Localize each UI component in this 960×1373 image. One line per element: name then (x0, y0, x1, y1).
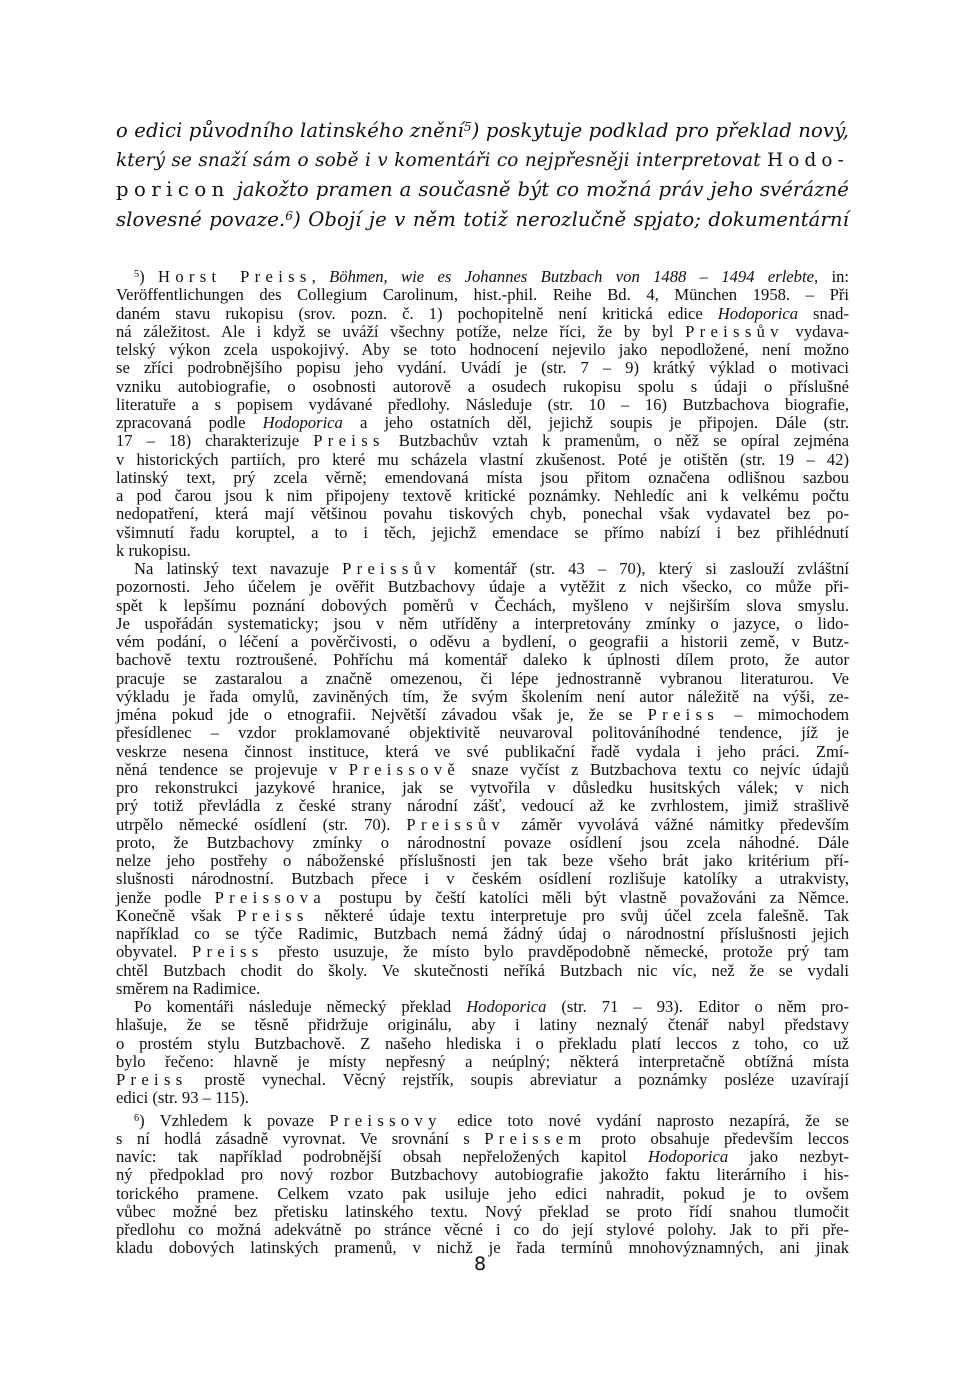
footnote-line (116, 670, 849, 688)
footnote-line (116, 560, 849, 578)
footnote-line (116, 852, 849, 870)
text-run: slušnosti národnostní. Butzbach přece i v českém osídlení rozlišuje katolíky a utrakvisty, (116, 869, 849, 889)
footnote-line (116, 1185, 849, 1203)
footnote-line (116, 542, 849, 560)
spaced-emphasis-text: Preissově (348, 759, 461, 779)
footnote-line (116, 797, 849, 815)
text-run: jako nezbyt- (728, 1147, 849, 1166)
footnote-line (116, 706, 849, 724)
footnote-line (116, 816, 849, 834)
text-run: bachově textu roztroušené. Pohříchu má komentář daleko k úplnosti dílem proto, že autor (116, 650, 849, 670)
footnote-line (116, 761, 849, 779)
footnote-line (116, 469, 849, 487)
footnote-line (116, 396, 849, 414)
text-run: latinský text, prý zcela věrně; emendovaná místa jsou přitom označena odlišnou sazbou (116, 467, 849, 487)
text-run: slovesné povaze. (116, 207, 286, 231)
text-run: a jeho ostatních děl, jejichž soupis je připojen. Dále (str. (342, 413, 849, 432)
footnote-line (116, 414, 849, 432)
text-run: ný předpoklad pro nový rozbor Butzbachovy autobiografie jakožto faktu literárního i his- (116, 1165, 849, 1185)
footnote-line (116, 907, 849, 925)
text-run: prý totiž převládla z české strany národní zášť, vedoucí až ke zvrhlostem, jimiž strašlivě (116, 796, 849, 816)
text-run: spět k lepšímu poznání dobových poměrů v Čechách, myšleno v nejširším slova smyslu. (116, 595, 849, 615)
text-run: obyvatel. (116, 942, 192, 962)
spaced-emphasis-text: Preiss (116, 1070, 188, 1089)
spaced-emphasis-text: Preiss (313, 431, 385, 451)
spaced-emphasis-text: Preissova (214, 887, 327, 907)
text-run: utrpělo německé osídlení (str. 70). (116, 814, 407, 834)
footnote-line (116, 724, 849, 742)
footnote-marker: 6 (285, 208, 294, 223)
text-run: telský výkon zcela uspokojivý. Aby se toto hodnocení nejevilo jako nepodložené, není možno (116, 340, 849, 359)
text-run: edice toto nové vydání naprosto nezapírá, že se (441, 1110, 849, 1130)
footnotes-block (116, 268, 849, 1258)
main-text-line (116, 146, 849, 176)
text-run: Butzbachův vztah k pramenům, o něž se opíral zejména (384, 431, 849, 451)
footnote-line (116, 597, 849, 615)
text-run: který se snaží sám o sobě i v komentáři co nejpřesněji interpretovat (116, 149, 768, 171)
text-run: pro rekonstrukci jazykové hranice, jak se vytvořila v důsledku husitských válek; v nich (116, 778, 849, 797)
italic-text: Hodoporica (466, 997, 547, 1016)
text-run: ) Vzhledem k povaze (139, 1110, 330, 1130)
text-run: jména pokud jde o etnografii. Největší závadou však je, že se (116, 705, 648, 724)
text-run: o prostém stylu Butzbachově. Z našeho hlediska i o překladu platí leccos z toho, co už (116, 1033, 849, 1053)
text-run: hlašuje, že se těsně přidržuje originálu, aby i latiny neznalý čtenář nabyl představy (116, 1015, 849, 1035)
main-text-line (116, 205, 849, 235)
spaced-emphasis-text: poricon (116, 178, 230, 202)
spaced-emphasis-text: Preiss (647, 705, 720, 724)
footnote-line (116, 779, 849, 797)
text-run: snaze vyčíst z Butzbachova textu co nejvíc údajů (460, 759, 850, 779)
footnote-line (116, 1035, 849, 1053)
text-run: navíc: tak například podrobnější obsah nepřeložených kapitol (116, 1147, 648, 1166)
footnote-line (116, 633, 849, 651)
text-run: záměr vyvolává vážné námitky především (505, 814, 850, 834)
footnote-line (116, 1016, 849, 1034)
text-run: Konečně však (116, 905, 238, 925)
footnote-line (116, 524, 849, 542)
text-run: (str. 71 – 93). Editor o něm pro- (546, 997, 849, 1016)
text-run: Je uspořádán systematicky; jsou v něm utříděny a interpretovány zmínky o jazyce, o lido- (116, 613, 849, 633)
footnote-line (116, 432, 849, 450)
italic-text: Hodoporica (648, 1147, 729, 1166)
text-run: pozornosti. Jeho účelem je ověřit Butzbachovy údaje a vytěžit z nich všecko, co může při- (116, 577, 849, 597)
text-run: nelze jeho postřehy o náboženské příslušnosti jen tak beze všeho brát jako kritérium pří- (116, 851, 849, 870)
text-run: Veröffentlichungen des Collegium Carolinum, hist.-phil. Reihe Bd. 4, München 1958. – Při (116, 285, 849, 305)
text-run: některé údaje textu interpretuje pro svůj účel zcela falešně. Tak (308, 905, 849, 925)
text-run: předlohu co možná adekvátně po stránce věcné i co do její stylové polohy. Jak to při pře- (116, 1220, 849, 1239)
footnote-line (116, 1130, 849, 1148)
italic-text: Böhmen, wie es Johannes Butzbach von 1488 – 1494 erlebte, (329, 267, 819, 286)
spaced-emphasis-text: Preissův (342, 559, 441, 578)
footnote-line (116, 1166, 849, 1184)
footnote-line (116, 651, 849, 669)
text-run: výkladu je řada omylů, zaviněných tím, že svým školením není autor náležitě na výši, ze- (116, 686, 849, 706)
footnote-marker: 6 (134, 1112, 140, 1124)
text-run: v historických partiích, pro které mu scházela vlastní zkušenost. Poté je otištěn (str. 19 – 42) (116, 449, 849, 469)
footnote-line (116, 451, 849, 469)
footnote-line (116, 578, 849, 596)
footnote-line (116, 1053, 849, 1071)
footnote-line (116, 615, 849, 633)
footnote-line (116, 1221, 849, 1239)
text-run: například co se týče Radimic, Butzbach nemá žádný údaj o národnostní příslušnosti jejich (116, 924, 849, 943)
text-run: s ní hodlá zásadně vyrovnat. Ve srovnání s (116, 1128, 485, 1148)
footnote-line (116, 980, 849, 998)
text-run: a pod čarou jsou k nim připojeny textově kritické poznámky. Nehledíc ani k velkému počtu (116, 486, 849, 505)
text-run: literatuře a s popisem vydávané předlohy. Následuje (str. 10 – 16) Butzbachova biografie, (116, 394, 849, 414)
text-run: kladu dobových latinských pramenů, v nichž je řada termínů mnohovýznamných, ani jinak (116, 1238, 849, 1258)
text-run: jenže podle (116, 887, 215, 907)
text-run: torického pramene. Celkem vzato pak usiluje jeho edici nahradit, pokud je to ovšem (116, 1183, 849, 1203)
main-text-line (116, 175, 849, 205)
text-run: ) Obojí je v něm totiž nerozlučně spjato; dokumentární (293, 207, 849, 231)
footnote-line (116, 1089, 849, 1107)
text-run: proto, že Butzbachovy zmínky o národnostní povaze osídlení jsou zcela náhodné. Dále (116, 832, 849, 852)
footnote-line (116, 323, 849, 341)
footnote-line (116, 359, 849, 377)
text-run: všimnutí řadu koruptel, a to i těch, jejichž emendace se přímo nabízí i bez přihlédnutí (116, 522, 849, 542)
footnote-marker: 5 (134, 268, 140, 280)
text-run: o edici původního latinského znění (116, 119, 464, 142)
footnote-line (116, 834, 849, 852)
footnote-line (116, 688, 849, 706)
text-run: vůbec možné bez přetisku latinského textu. Nový překlad se proto řídí snahou tlumočit (116, 1201, 849, 1221)
text-run: směrem na Radimice. (116, 978, 261, 998)
footnote-line (116, 505, 849, 523)
footnote-line (116, 962, 849, 980)
text-run: k rukopisu. (116, 540, 191, 560)
spaced-emphasis-text: Preiss (191, 942, 264, 962)
text-run: edici (str. 93 – 115). (116, 1088, 250, 1108)
footnote-line (116, 268, 849, 286)
footnote-line (116, 925, 849, 943)
footnote-line (116, 305, 849, 323)
text-run: Na latinský text navazuje (134, 559, 343, 578)
text-run: vzniku autobiografie, o osobnosti autorově a osudech rukopisu spolu s údaji o příslušné (116, 376, 849, 396)
text-run: 17 – 18) charakterizuje (116, 431, 314, 451)
text-run: snad- (798, 303, 849, 323)
text-run: prostě vynechal. Věcný rejstřík, soupis abreviatur a poznámky posléze uzavírají (187, 1070, 849, 1089)
footnote-line (116, 889, 849, 907)
footnote-line (116, 1112, 849, 1130)
text-run: přesto usuzuje, že místo bylo pravděpodobně německé, protože prý tam (263, 942, 850, 962)
text-run: ) poskytuje podklad pro překlad nový, (471, 119, 849, 142)
text-run: něná tendence se projevuje v (116, 759, 349, 779)
text-run: , (311, 267, 330, 286)
footnote-marker: 5 (463, 119, 472, 134)
text-run: daném stavu rukopisu (srov. pozn. č. 1) pochopitelně není kritická edice (116, 303, 718, 323)
footnote-line (116, 378, 849, 396)
footnote-line (116, 870, 849, 888)
text-run: ná záležitost. Ale i když se uváží všechny potíže, nelze říci, že by byl (116, 321, 686, 341)
spaced-emphasis-text: Preissovy (329, 1110, 442, 1130)
footnote-line (116, 998, 849, 1016)
footnote-line (116, 487, 849, 505)
text-run: komentář (str. 43 – 70), který si zaslouží zvláštní (440, 559, 849, 578)
text-run: proto obsahuje především leccos (586, 1128, 849, 1148)
spaced-emphasis-text: Preiss (237, 905, 309, 925)
footnote-line (116, 1148, 849, 1166)
spaced-emphasis-text: Preissem (484, 1128, 587, 1148)
main-text-block (116, 116, 849, 234)
italic-text: Hodoporica (262, 413, 343, 432)
text-run: vydava- (783, 321, 849, 341)
footnote-line (116, 286, 849, 304)
text-run: pracuje se zastaralou a značně omezenou, či lépe jednostranně vybranou literaturou. Ve (116, 668, 849, 688)
text-run: in: (818, 267, 849, 286)
italic-text: Hodoporica (717, 303, 798, 323)
main-text-line (116, 116, 849, 146)
text-run: veskrze nesena činnost instituce, která ve své publikační řadě vydala i jeho práci. Zmí- (116, 741, 849, 761)
text-run: postupu by čeští katolíci měli být vlastně považováni za Němce. (326, 887, 849, 907)
text-run: jakožto pramen a současně být co možná práv jeho svérázné (229, 178, 849, 202)
text-run: bylo řečeno: hlavně je místy nepřesný a neúplný; některá interpretačně obtížná místa (116, 1051, 849, 1071)
spaced-emphasis-text: Preissův (685, 321, 784, 341)
text-run: ) (139, 267, 159, 286)
page-number: 8 (473, 1253, 487, 1275)
text-run: – mimochodem (719, 705, 850, 724)
text-run: vém podání, o léčení a pověrčivosti, o oděvu a bydlení, o geografii a historii země, v Butz- (116, 632, 849, 651)
text-run: Po komentáři následuje německý překlad (134, 997, 467, 1016)
text-run: se zříci podrobnějšího popisu jeho vydání. Uvádí je (str. 7 – 9) krátký výklad o motivaci (116, 358, 849, 378)
footnote-line (116, 943, 849, 961)
text-run: přesídlenec – vzdor proklamované objektivitě neuvaroval politováníhodné tendence, jíž je (116, 723, 849, 743)
footnote-line (116, 1071, 849, 1089)
text-run: chtěl Butzbach chodit do školy. Ve skutečnosti neříká Butzbach nic víc, než že se vydali (116, 960, 849, 980)
footnote-line (116, 341, 849, 359)
spaced-emphasis-text: Preissův (406, 814, 506, 834)
text-run: zpracovaná podle (116, 413, 263, 432)
footnote-line (116, 1203, 849, 1221)
footnote-line (116, 743, 849, 761)
spaced-emphasis-text: Hodo- (767, 149, 849, 171)
spaced-emphasis-text: Horst Preiss (158, 267, 312, 286)
text-run: nedopatření, která mají většinou povahu tiskových chyb, ponechal však vydavatel bez po- (116, 504, 849, 524)
